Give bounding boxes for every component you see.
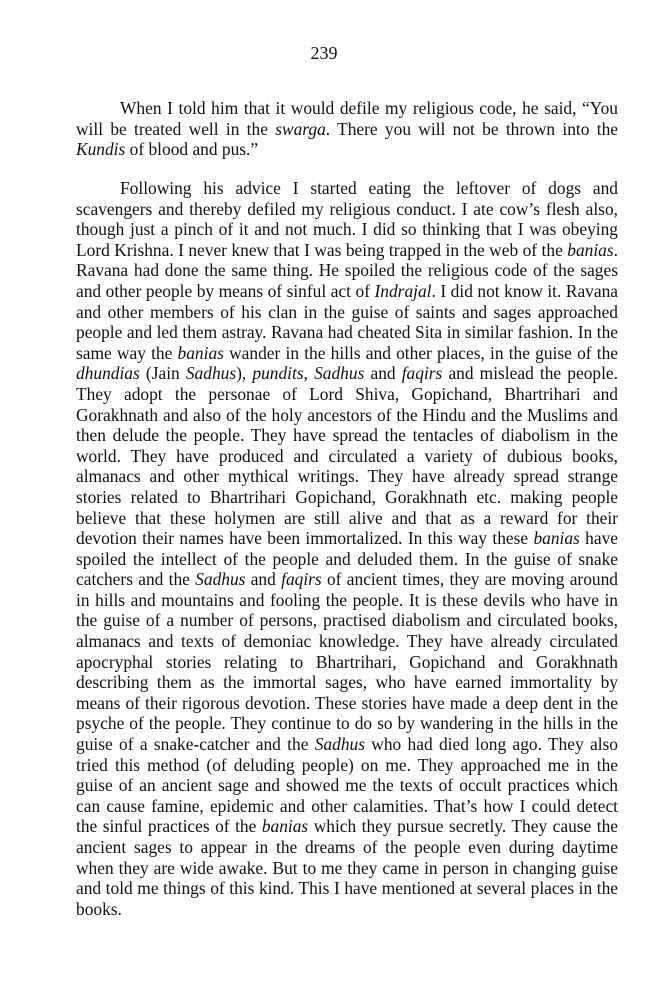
italic-term: Kundis xyxy=(76,139,126,160)
text-run: who had died long ago. They also tried this method (of deluding people) on me. They approached me in the guise of an ancient sage and showed me the texts of occult practices which can cause famine, epidemic and other calamities. That’s how I could detect the sinful practices of the xyxy=(76,734,618,837)
text-run: When I told him that it would defile my religious code, he said, “You will be treated well in the xyxy=(76,98,618,139)
italic-term: pundits xyxy=(252,363,304,384)
italic-term: faqirs xyxy=(401,363,443,384)
italic-term: Sadhus xyxy=(314,363,365,384)
italic-term: swarga xyxy=(275,118,326,139)
text-run: and xyxy=(245,569,282,590)
italic-term: Sadhus xyxy=(185,363,237,384)
text-run: have spoiled the intellect of the people and deluded them. In the guise of snake catchers and the xyxy=(76,528,618,590)
text-run: Following his advice I started eating the leftover of dogs and scavengers and thereby defiled my religious conduct. I ate cow’s flesh also, though just a pinch of it and not much. I did so thinking that I was obeying Lord Krishna. I never knew that I was being trapped in the web of the xyxy=(76,178,618,260)
italic-term: Sadhus xyxy=(195,569,246,590)
italic-term: banias xyxy=(261,816,309,837)
italic-term: Indrajal xyxy=(374,280,432,301)
text-run: of blood and pus.” xyxy=(125,139,259,160)
text-run: (Jain xyxy=(139,363,186,384)
italic-term: Sadhus xyxy=(314,734,365,755)
italic-term: banias xyxy=(177,342,224,363)
italic-term: banias xyxy=(567,239,614,260)
italic-term: banias xyxy=(533,528,580,549)
paragraph xyxy=(76,178,618,919)
text-run: . There you will not be thrown into the xyxy=(325,118,618,139)
text-run: . Ravana had done the same thing. He spoiled the religious code of the sages and other people by means of sinful act of xyxy=(76,239,618,301)
text-run: and xyxy=(364,363,402,384)
text-run: ), xyxy=(236,363,253,384)
paragraph xyxy=(76,98,618,160)
text-run: and mislead the people. They adopt the personae of Lord Shiva, Gopichand, Bhartrihari and Gorakhnath and also of the holy ancestors of the Hindu and the Muslims and then delude the people. They have spread the tentacles of diabolism in the world. They have produced and circulated a variety of dubious books, almanacs and other mythical writings. They have already spread strange stories related to Bhartrihari Gopichand, Gorakhnath etc. making people believe that these holymen are still alive and that as a reward for their devotion their names have been immortalized. In this way these xyxy=(76,363,618,549)
text-run: wander in the hills and other places, in the guise of the xyxy=(223,342,618,363)
italic-term: faqirs xyxy=(281,569,322,590)
text-run: , xyxy=(303,363,315,384)
text-run: which they pursue secretly. They cause the ancient sages to appear in the dreams of the people even during daytime when they are wide awake. But to me they came in person in changing guise and told me things of this kind. This I have mentioned at several places in the books. xyxy=(76,816,618,919)
page-number: 239 xyxy=(310,43,338,63)
text-run: of ancient times, they are moving around in hills and mountains and fooling the people. It is these devils who have in the guise of a number of persons, practised diabolism and circulated books, almanacs and texts of demoniac knowledge. They have already circulated apocryphal stories relating to Bhartrihari, Gopichand and Gorakhnath describing them as the immortal sages, who have earned immortality by means of their rigorous devotion. These stories have made a deep dent in the psyche of the people. They continue to do so by wandering in the hills in the guise of a snake-catcher and the xyxy=(76,569,619,755)
text-run: . I did not know it. Ravana and other members of his clan in the guise of saints and sages approached people and led them astray. Ravana had cheated Sita in similar fashion. In the same way the xyxy=(76,280,618,363)
italic-term: dhundias xyxy=(76,363,140,384)
